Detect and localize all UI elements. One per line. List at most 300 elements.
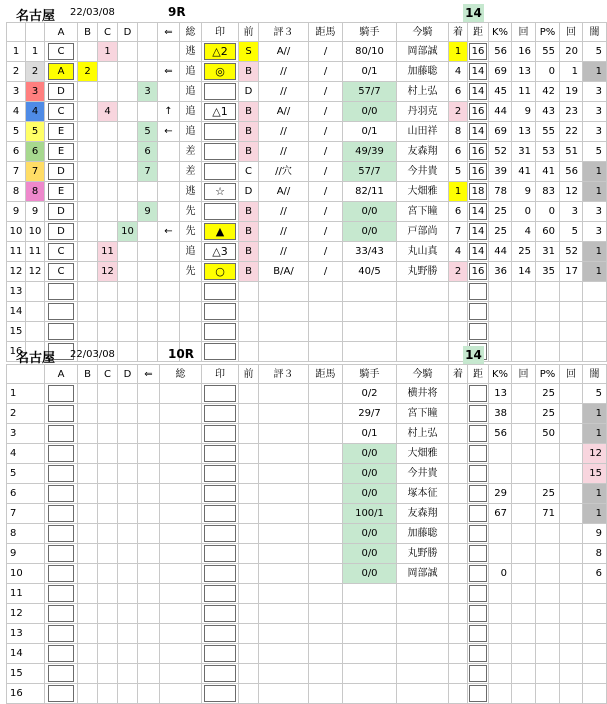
horse-number: 1 (7, 42, 26, 62)
rank-a-box: C (48, 43, 74, 60)
total (160, 544, 202, 564)
p-percent (536, 664, 560, 684)
evaluation: A// (259, 102, 309, 122)
rank-d (118, 322, 138, 342)
rank-a-box: C (48, 103, 74, 120)
k-percent (489, 664, 512, 684)
p-count (560, 584, 583, 604)
evaluation: B/A/ (259, 262, 309, 282)
column-header: 今騎 (397, 23, 449, 42)
p-percent (536, 464, 560, 484)
p-count: 51 (560, 142, 583, 162)
rank-b (78, 684, 98, 704)
jockey-stat: 0/2 (343, 384, 397, 404)
horse-number: 8 (7, 182, 26, 202)
horse-number: 2 (7, 404, 45, 424)
prediction-mark (202, 42, 239, 62)
prediction-mark (202, 222, 239, 242)
k-count (512, 584, 536, 604)
table-row (7, 544, 607, 564)
rank-d (118, 484, 138, 504)
distance (468, 684, 489, 704)
prediction-mark (202, 322, 239, 342)
p-percent: 0 (536, 202, 560, 222)
distance-fit (309, 322, 343, 342)
evaluation (259, 664, 309, 684)
rank-a (45, 262, 78, 282)
table-row (7, 524, 607, 544)
mark-box (204, 505, 236, 522)
column-header: 着 (449, 365, 468, 384)
gate-number: 5 (26, 122, 45, 142)
jockey-stat: 57/7 (343, 82, 397, 102)
k-percent: 56 (489, 42, 512, 62)
finish (449, 484, 468, 504)
previous-rank: B (239, 222, 259, 242)
race10-header-row (7, 365, 607, 384)
rank-d: 10 (118, 222, 138, 242)
rank-a (45, 404, 78, 424)
previous-rank (239, 424, 259, 444)
rank-d (118, 202, 138, 222)
horse-number: 11 (7, 242, 26, 262)
rank-c (98, 302, 118, 322)
column-header: A (45, 365, 78, 384)
column-header: 回 (512, 23, 536, 42)
distance (468, 544, 489, 564)
rank-a (45, 302, 78, 322)
gate-number (26, 322, 45, 342)
prediction-mark (202, 464, 239, 484)
evaluation: // (259, 242, 309, 262)
distance (468, 162, 489, 182)
prediction-mark (202, 384, 239, 404)
k-percent: 25 (489, 202, 512, 222)
jockey-stat (343, 302, 397, 322)
gate-number: 2 (26, 62, 45, 82)
finish (449, 504, 468, 524)
k-percent: 69 (489, 122, 512, 142)
distance-fit (309, 464, 343, 484)
previous-rank: S (239, 42, 259, 62)
rank-d (118, 384, 138, 404)
k-count (512, 404, 536, 424)
table-row (7, 644, 607, 664)
rank-c (98, 624, 118, 644)
table-row (7, 424, 607, 444)
rank-a-box (48, 685, 74, 702)
table-row (7, 202, 607, 222)
jockey-stat (343, 584, 397, 604)
total (160, 584, 202, 604)
k-count (512, 544, 536, 564)
distance (468, 242, 489, 262)
evaluation: // (259, 122, 309, 142)
distance-fit: / (309, 162, 343, 182)
finish: 1 (449, 42, 468, 62)
rank-c (98, 404, 118, 424)
dark-index: 1 (583, 262, 607, 282)
p-count: 3 (560, 202, 583, 222)
rank-a-box: E (48, 123, 74, 140)
rank-a (45, 524, 78, 544)
rank-c (98, 62, 118, 82)
gate-number: 11 (26, 242, 45, 262)
k-count (512, 664, 536, 684)
column-header: B (78, 365, 98, 384)
previous-rank (239, 302, 259, 322)
rank-d (118, 404, 138, 424)
horse-number: 14 (7, 644, 45, 664)
rank-c (98, 142, 118, 162)
jockey-stat: 33/43 (343, 242, 397, 262)
k-count: 11 (512, 82, 536, 102)
previous-rank (239, 644, 259, 664)
rank-c (98, 182, 118, 202)
distance-box (469, 323, 487, 340)
distance-fit (309, 302, 343, 322)
finish (449, 664, 468, 684)
rank-b (78, 282, 98, 302)
k-count (512, 424, 536, 444)
previous-rank (239, 322, 259, 342)
evaluation: //穴 (259, 162, 309, 182)
distance-fit (309, 564, 343, 584)
p-count (560, 424, 583, 444)
rank-a-box (48, 385, 74, 402)
horse-number: 7 (7, 162, 26, 182)
prediction-mark (202, 544, 239, 564)
previous-rank (239, 444, 259, 464)
jockey-stat (343, 664, 397, 684)
finish: 5 (449, 162, 468, 182)
p-percent (536, 684, 560, 704)
rank-d (118, 624, 138, 644)
k-percent (489, 444, 512, 464)
running-style: 先 (180, 202, 202, 222)
previous-rank (239, 404, 259, 424)
current-jockey: 加藤聡 (397, 524, 449, 544)
gate-number (26, 282, 45, 302)
prediction-mark (202, 182, 239, 202)
table-row (7, 62, 607, 82)
dark-index: 6 (583, 564, 607, 584)
evaluation (259, 302, 309, 322)
prediction-mark (202, 644, 239, 664)
p-count: 56 (560, 162, 583, 182)
evaluation: A// (259, 42, 309, 62)
rank-b (78, 424, 98, 444)
column-header: 総 (160, 365, 202, 384)
arrow-cell (158, 262, 180, 282)
rank-b (78, 624, 98, 644)
distance-fit: / (309, 62, 343, 82)
rank-c: 11 (98, 242, 118, 262)
rank-e (138, 262, 158, 282)
finish (449, 564, 468, 584)
dark-index (583, 664, 607, 684)
distance-box (469, 625, 487, 642)
dark-index: 1 (583, 404, 607, 424)
table-row (7, 122, 607, 142)
rank-a (45, 222, 78, 242)
distance-fit (309, 624, 343, 644)
rank-d (118, 564, 138, 584)
distance-fit (309, 444, 343, 464)
prediction-mark (202, 424, 239, 444)
p-percent (536, 624, 560, 644)
table-row (7, 564, 607, 584)
table-row (7, 684, 607, 704)
current-jockey: 丸山真 (397, 242, 449, 262)
current-jockey: 岡部誠 (397, 564, 449, 584)
mark-box (204, 685, 236, 702)
distance (468, 464, 489, 484)
k-count (512, 302, 536, 322)
jockey-stat: 0/1 (343, 122, 397, 142)
rank-e: 9 (138, 202, 158, 222)
rank-b (78, 162, 98, 182)
rank-a-box: A (48, 63, 74, 80)
distance-fit: / (309, 262, 343, 282)
current-jockey: 大畑雅 (397, 182, 449, 202)
rank-d (118, 644, 138, 664)
running-style: 逃 (180, 42, 202, 62)
k-percent (489, 644, 512, 664)
mark-box (204, 625, 236, 642)
evaluation (259, 404, 309, 424)
k-count (512, 484, 536, 504)
evaluation (259, 524, 309, 544)
distance-box: 14 (469, 223, 487, 240)
dark-index: 9 (583, 524, 607, 544)
rank-a (45, 464, 78, 484)
rank-a (45, 444, 78, 464)
prediction-mark (202, 282, 239, 302)
p-count (560, 282, 583, 302)
rank-a (45, 484, 78, 504)
finish: 2 (449, 262, 468, 282)
running-style: 逃 (180, 182, 202, 202)
previous-rank (239, 544, 259, 564)
finish: 6 (449, 142, 468, 162)
prediction-mark (202, 564, 239, 584)
distance-box: 16 (469, 163, 487, 180)
p-percent (536, 302, 560, 322)
distance (468, 282, 489, 302)
rank-a-box: D (48, 203, 74, 220)
rank-a (45, 282, 78, 302)
p-count (560, 464, 583, 484)
arrow-cell (158, 162, 180, 182)
column-header: C (98, 365, 118, 384)
table-row (7, 82, 607, 102)
distance (468, 624, 489, 644)
rank-a (45, 322, 78, 342)
table-row (7, 42, 607, 62)
k-count (512, 444, 536, 464)
finish (449, 322, 468, 342)
p-percent: 55 (536, 122, 560, 142)
jockey-stat: 0/0 (343, 544, 397, 564)
column-header: 回 (512, 365, 536, 384)
k-count (512, 524, 536, 544)
prediction-mark (202, 102, 239, 122)
horse-number: 10 (7, 222, 26, 242)
dark-index: 8 (583, 544, 607, 564)
jockey-stat: 29/7 (343, 404, 397, 424)
rank-d (118, 464, 138, 484)
rank-a-box: C (48, 263, 74, 280)
column-header: 闇 (583, 365, 607, 384)
k-count: 16 (512, 42, 536, 62)
jockey-stat: 0/0 (343, 102, 397, 122)
current-jockey: 丹羽克 (397, 102, 449, 122)
rank-a (45, 202, 78, 222)
rank-a-box (48, 485, 74, 502)
evaluation (259, 424, 309, 444)
rank-a-box (48, 445, 74, 462)
p-percent: 25 (536, 404, 560, 424)
rank-a-box (48, 465, 74, 482)
rank-a-box (48, 283, 74, 300)
p-percent: 43 (536, 102, 560, 122)
running-style: 差 (180, 142, 202, 162)
race10-table (6, 364, 607, 704)
column-header: D (118, 365, 138, 384)
running-style: 追 (180, 62, 202, 82)
finish (449, 424, 468, 444)
rank-c (98, 684, 118, 704)
rank-a (45, 564, 78, 584)
p-percent: 71 (536, 504, 560, 524)
current-jockey: 丸野勝 (397, 544, 449, 564)
arrow-cell (138, 624, 160, 644)
rank-b (78, 504, 98, 524)
evaluation (259, 322, 309, 342)
current-jockey (397, 624, 449, 644)
dark-index: 1 (583, 242, 607, 262)
distance (468, 262, 489, 282)
horse-number: 5 (7, 122, 26, 142)
jockey-stat: 57/7 (343, 162, 397, 182)
previous-rank: D (239, 182, 259, 202)
k-percent: 45 (489, 82, 512, 102)
gate-number: 7 (26, 162, 45, 182)
horse-number: 15 (7, 322, 26, 342)
arrow-cell: ← (158, 122, 180, 142)
k-percent: 67 (489, 504, 512, 524)
previous-rank (239, 624, 259, 644)
mark-box (204, 83, 236, 100)
rank-c (98, 564, 118, 584)
total (160, 624, 202, 644)
arrow-cell (158, 302, 180, 322)
distance-box (469, 665, 487, 682)
k-percent (489, 624, 512, 644)
dark-index (583, 322, 607, 342)
distance-box: 14 (469, 123, 487, 140)
previous-rank (239, 584, 259, 604)
rank-a-box: E (48, 143, 74, 160)
rank-c (98, 162, 118, 182)
mark-box (204, 283, 236, 300)
rank-d (118, 262, 138, 282)
distance-fit: / (309, 102, 343, 122)
k-percent (489, 464, 512, 484)
running-style: 追 (180, 122, 202, 142)
distance (468, 504, 489, 524)
distance (468, 142, 489, 162)
current-jockey: 塚本征 (397, 484, 449, 504)
rank-c (98, 644, 118, 664)
runner-count: 14 (463, 4, 484, 22)
dark-index (583, 282, 607, 302)
k-count (512, 464, 536, 484)
k-percent: 0 (489, 564, 512, 584)
p-percent: 83 (536, 182, 560, 202)
evaluation: // (259, 222, 309, 242)
horse-number: 5 (7, 464, 45, 484)
race9-block (6, 4, 602, 362)
table-row (7, 242, 607, 262)
rank-b (78, 664, 98, 684)
mark-box (204, 323, 236, 340)
rank-b (78, 444, 98, 464)
rank-e (138, 322, 158, 342)
gate-number: 8 (26, 182, 45, 202)
distance-fit: / (309, 202, 343, 222)
horse-number: 16 (7, 342, 26, 362)
current-jockey: 今井貴 (397, 464, 449, 484)
dark-index: 5 (583, 142, 607, 162)
table-row (7, 504, 607, 524)
p-percent: 53 (536, 142, 560, 162)
arrow-cell (138, 464, 160, 484)
current-jockey: 宮下瞳 (397, 202, 449, 222)
total (160, 684, 202, 704)
rank-b (78, 222, 98, 242)
current-jockey (397, 684, 449, 704)
prediction-mark (202, 202, 239, 222)
previous-rank (239, 504, 259, 524)
p-percent: 25 (536, 384, 560, 404)
current-jockey (397, 322, 449, 342)
dark-index: 5 (583, 42, 607, 62)
distance-fit: / (309, 142, 343, 162)
rank-d (118, 102, 138, 122)
rank-d (118, 122, 138, 142)
distance-box (469, 505, 487, 522)
gate-number: 1 (26, 42, 45, 62)
horse-number: 4 (7, 102, 26, 122)
rank-d (118, 604, 138, 624)
dark-index: 1 (583, 424, 607, 444)
race10-block (6, 346, 602, 704)
table-row (7, 624, 607, 644)
table-row (7, 484, 607, 504)
rank-a (45, 424, 78, 444)
current-jockey (397, 644, 449, 664)
k-percent: 44 (489, 102, 512, 122)
mark-box (204, 545, 236, 562)
rank-e (138, 282, 158, 302)
p-percent: 60 (536, 222, 560, 242)
current-jockey (397, 302, 449, 322)
k-percent: 69 (489, 62, 512, 82)
rank-d (118, 524, 138, 544)
rank-d (118, 242, 138, 262)
